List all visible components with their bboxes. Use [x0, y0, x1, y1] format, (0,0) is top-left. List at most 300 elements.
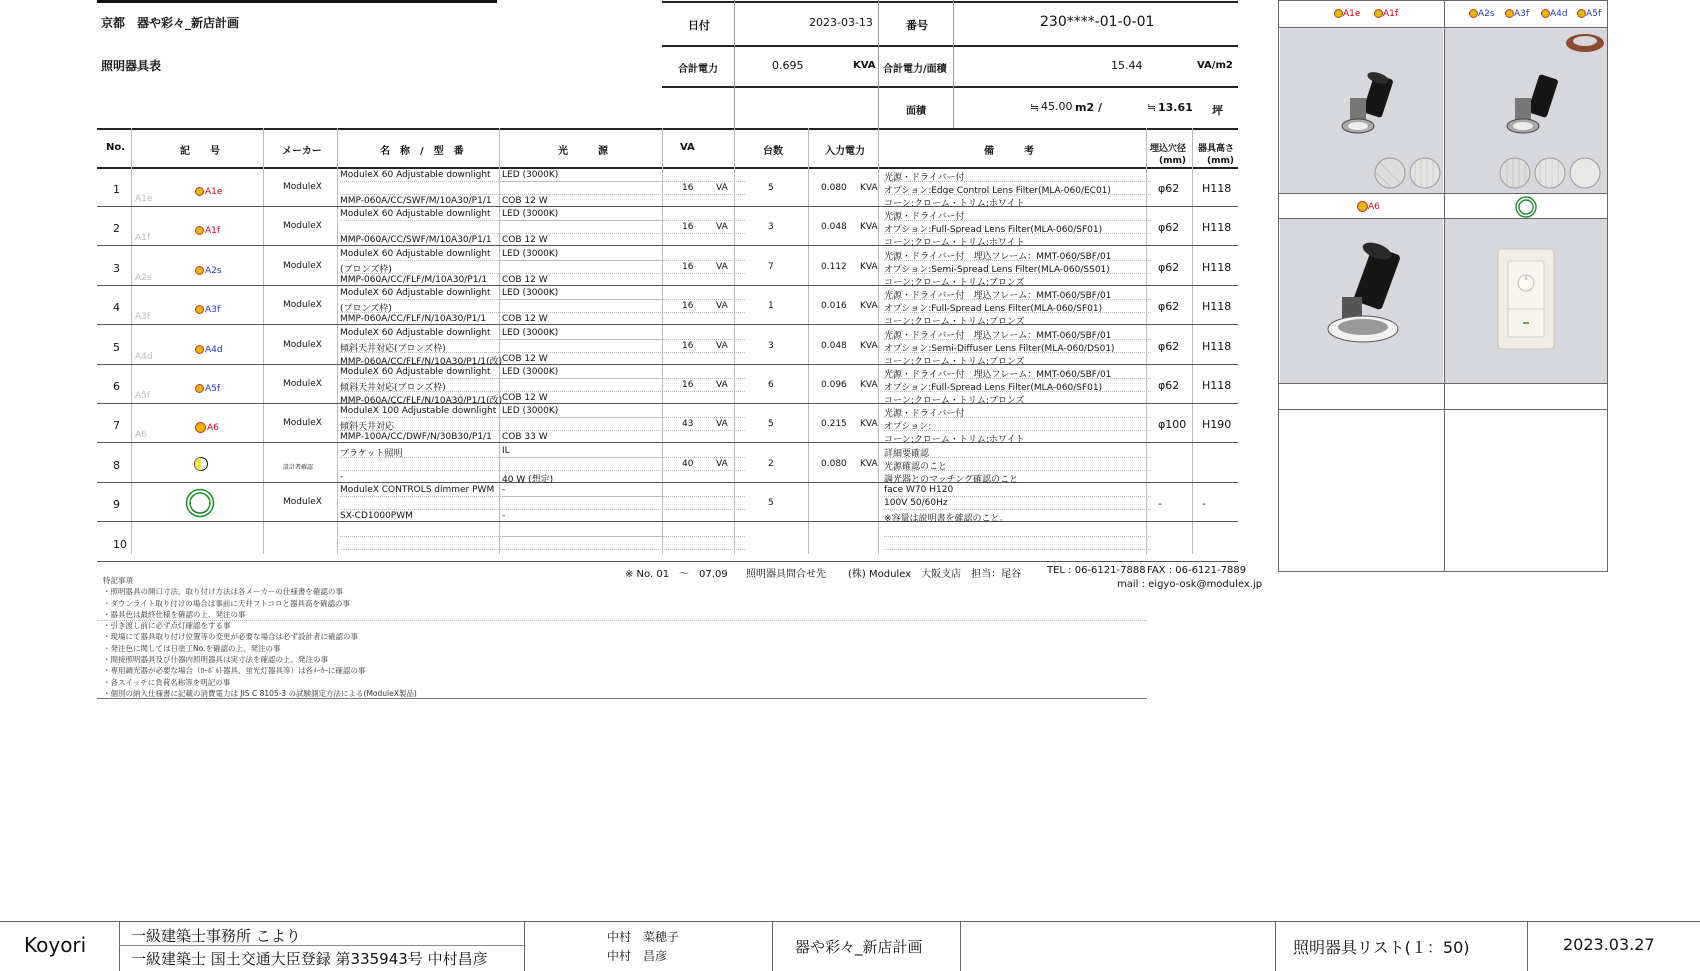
- row-va-unit: VA: [716, 459, 728, 469]
- row-va: 16: [682, 183, 694, 193]
- row-name-line3: MMP-060A/CC/SWF/M/10A30/P1/1: [340, 235, 492, 245]
- row-va: 16: [682, 262, 694, 272]
- row-name-line2: (ブロンズ枠): [340, 304, 392, 314]
- row-name-line1: ModuleX 60 Adjustable downlight: [340, 328, 491, 338]
- row-guide-line: [884, 391, 1151, 392]
- col-va: VA: [680, 142, 695, 153]
- col-input-power: 入力電力: [825, 146, 865, 157]
- row-maker: 設計者確認: [283, 464, 314, 471]
- dimmer-image: [1445, 219, 1607, 383]
- note-item: ・照明器具の開口寸法、取り付け方法は各メーカーの仕様書を確認の事: [103, 587, 343, 597]
- col-maker: メーカー: [282, 146, 322, 157]
- row-symbol: [195, 220, 220, 239]
- row-maker: ModuleX: [283, 497, 322, 507]
- row-qty: 5: [768, 419, 774, 429]
- row-source-line3: COB 33 W: [502, 432, 548, 442]
- row-qty: 3: [768, 341, 774, 351]
- row-guide-line: [884, 181, 1151, 182]
- row-remarks-line1: 光源・ドライバー付 埋込フレーム：MMT-060/SBF/01: [884, 291, 1112, 301]
- row-symbol-code: A1f: [205, 225, 221, 236]
- row-source-line1: LED (3000K): [502, 406, 559, 416]
- row-name-line3: -: [340, 472, 344, 482]
- row-kva-unit: KVA: [860, 183, 878, 193]
- row-remarks-line3: コーン:クローム・トリム:ブロンズ: [884, 396, 1025, 406]
- row-remarks-line2: オプション:Semi-Diffuser Lens Filter(MLA-060/DS01): [884, 344, 1115, 354]
- row-va: 16: [682, 222, 694, 232]
- row-guide-line: [340, 352, 745, 353]
- col-cut-dia: [1150, 143, 1186, 167]
- row-source-line3: COB 12 W: [502, 235, 548, 245]
- row-guide-line: [340, 312, 745, 313]
- header-divider: [734, 0, 735, 128]
- inquiry-tel: TEL : 06-6121-7888: [1047, 565, 1146, 576]
- row-guide-line: [884, 299, 1151, 300]
- row-kva: 0.096: [821, 380, 847, 390]
- fixture-image-panel: [1278, 0, 1608, 572]
- row-height: H190: [1202, 418, 1232, 431]
- downlight-bronze-icon: [1445, 28, 1607, 193]
- row-source-line3: COB 12 W: [502, 393, 548, 403]
- note-item: ・発注色に関しては日塗工No.を確認の上、発注の事: [103, 643, 281, 653]
- col-height-label: 器具高さ: [1198, 144, 1235, 154]
- col-no: No.: [106, 142, 126, 153]
- downlight-large-icon: [1280, 219, 1443, 383]
- inquiry-company: (株) Modulex 大阪支店 担当：尾谷: [848, 569, 1022, 580]
- row-symbol-code: A6: [207, 422, 219, 433]
- row-cut-dia: φ62: [1158, 300, 1180, 313]
- row-maker: ModuleX: [283, 340, 322, 350]
- row-source-line1: LED (3000K): [502, 170, 559, 180]
- fixture-symbol-icon: [195, 345, 204, 354]
- downlight-100-image: [1280, 219, 1443, 383]
- row-guide-line: [502, 220, 664, 221]
- row-no: 2: [113, 222, 120, 235]
- row-remarks-line3: コーン:クローム・トリム:ホワイト: [884, 199, 1025, 209]
- row-kva-unit: KVA: [860, 419, 878, 429]
- row-kva-unit: KVA: [860, 459, 878, 469]
- row-guide-line: [502, 339, 664, 340]
- row-kva-unit: KVA: [860, 301, 878, 311]
- brand-logo: Koyori: [24, 933, 87, 957]
- note-item: ・現場にて器具取り付け位置等の変更が必要な場合は必ず設計者に確認の事: [103, 632, 358, 642]
- row-source-line3: COB 12 W: [502, 196, 548, 206]
- row-guide-line: [884, 549, 1151, 550]
- row-guide-line: [340, 194, 745, 195]
- note-item: ・ダウンライト取り付けの場合は事前に天井フトコロと器具高を確認の事: [103, 598, 350, 608]
- row-guide-line: [884, 536, 1151, 537]
- table-row: [97, 483, 1238, 522]
- row-source-line3: COB 12 W: [502, 275, 548, 285]
- fixture-symbol-icon: [195, 266, 204, 275]
- row-remarks-line1: face W70 H120: [884, 485, 954, 495]
- row-name-line1: ブラケット照明: [340, 449, 403, 459]
- dimmer-symbol-icon: [185, 488, 215, 522]
- row-name-line2: 傾斜天井対応: [340, 422, 395, 432]
- row-symbol-code: A4d: [205, 344, 223, 355]
- row-name-line2: 傾斜天井対応(ブロンズ枠): [340, 344, 446, 354]
- row-va-unit: VA: [716, 419, 728, 429]
- row-name-line3: MMP-060A/CC/FLF/N/10A30/P1/1: [340, 314, 487, 324]
- inquiry-mail: mail : eigyo-osk@modulex.jp: [1117, 579, 1263, 590]
- row-source-line1: LED (3000K): [502, 288, 559, 298]
- row-va: 40: [682, 459, 694, 469]
- notes-list: [103, 586, 417, 699]
- tb-divider: [960, 921, 961, 971]
- downlight-icon: [1280, 28, 1443, 193]
- row-name-line3: MMP-100A/CC/DWF/N/30B30/P1/1: [340, 432, 492, 442]
- row-va-unit: VA: [716, 262, 728, 272]
- notes-title: 特記事項: [103, 576, 133, 585]
- row-source-line3: 40 W (想定): [502, 475, 554, 485]
- row-source-line1: LED (3000K): [502, 367, 559, 377]
- row-va-unit: VA: [716, 183, 728, 193]
- row-name-line2: 傾斜天井対応(ブロンズ枠): [340, 383, 446, 393]
- row-qty: 2: [768, 459, 774, 469]
- row-name-line1: ModuleX 60 Adjustable downlight: [340, 249, 491, 259]
- row-guide-line: [884, 233, 1151, 234]
- fixture-symbol-icon: [1357, 201, 1368, 212]
- row-symbol-sub: A6: [135, 430, 147, 440]
- note-item: ・専用調光器が必要な場合（ﾛｰﾎﾞﾙﾄ器具、蛍光灯器具等）は各ﾒｰｶｰに確認の事: [103, 666, 366, 676]
- row-guide-line: [502, 260, 664, 261]
- row-remarks-line3: コーン:クローム・トリム:ブロンズ: [884, 278, 1025, 288]
- row-symbol-code: A1e: [205, 186, 223, 197]
- row-maker: ModuleX: [283, 300, 322, 310]
- fixture-symbol-icon: [195, 422, 206, 433]
- row-guide-line: [502, 536, 664, 537]
- row-guide-line: [884, 194, 1151, 195]
- total-power-value: 0.695: [772, 59, 804, 72]
- row-symbol: [195, 417, 219, 436]
- panel-label-a1e: A1e: [1334, 9, 1360, 19]
- row-qty: 3: [768, 222, 774, 232]
- table-row: [97, 286, 1238, 325]
- area-m2-unit: m2 /: [1075, 101, 1102, 114]
- table-row: [97, 444, 1238, 483]
- row-remarks-line1: 詳細要確認: [884, 449, 930, 459]
- col-symbol: 記 号: [180, 146, 220, 157]
- row-cut-dia: φ62: [1158, 261, 1180, 274]
- header-rule-2: [662, 86, 1238, 88]
- dimmer-symbol-icon: [1515, 196, 1537, 218]
- row-guide-line: [884, 312, 1151, 313]
- date-label: 日付: [688, 19, 710, 32]
- row-guide-line: [884, 378, 1151, 379]
- row-remarks-line3: コーン:クローム・トリム:ホワイト: [884, 435, 1025, 445]
- row-guide-line: [502, 417, 664, 418]
- row-height: H118: [1202, 182, 1232, 195]
- row-kva: 0.048: [821, 341, 847, 351]
- row-name-line1: ModuleX 100 Adjustable downlight: [340, 406, 497, 416]
- row-cut-dia: -: [1158, 497, 1162, 510]
- tb-project-name: 器や彩々_新店計画: [795, 938, 923, 956]
- row-remarks-line2: オプション:: [884, 422, 932, 432]
- row-guide-line: [340, 430, 745, 431]
- row-source-line1: LED (3000K): [502, 249, 559, 259]
- row-guide-line: [502, 378, 664, 379]
- row-va: 43: [682, 419, 694, 429]
- row-source-line1: -: [502, 485, 506, 495]
- tb-date: 2023.03.27: [1563, 935, 1655, 954]
- row-symbol-sub: A5f: [135, 391, 151, 401]
- row-kva-unit: KVA: [860, 341, 878, 351]
- row-remarks-line2: 光源確認のこと: [884, 462, 948, 472]
- row-guide-line: [884, 417, 1151, 418]
- dimmer-switch-icon: [1445, 219, 1607, 383]
- row-name-line3: MMP-060A/CC/FLF/N/10A30/P1/1(改): [340, 396, 503, 406]
- office-registration: 一級建築士 国土交通大臣登録 第335943号 中村昌彦: [131, 950, 488, 968]
- fixture-symbol-icon: [1334, 9, 1343, 18]
- area-tsubo-unit: 坪: [1212, 104, 1223, 117]
- row-no: 3: [113, 262, 120, 275]
- row-height: -: [1202, 497, 1206, 510]
- row-name-line1: ModuleX 60 Adjustable downlight: [340, 367, 491, 377]
- row-cut-dia: φ100: [1158, 418, 1187, 431]
- row-va: 16: [682, 301, 694, 311]
- row-va-unit: VA: [716, 301, 728, 311]
- inquiry-label: 照明器具問合せ先: [746, 569, 826, 580]
- row-remarks-line2: オプション:Full-Spread Lens Filter(MLA-060/SF01): [884, 304, 1103, 314]
- row-kva: 0.112: [821, 262, 847, 272]
- row-guide-line: [340, 273, 745, 274]
- header-divider: [953, 0, 954, 128]
- panel-label-a2s: A2s: [1469, 9, 1495, 19]
- col-source: 光 源: [558, 146, 608, 157]
- row-source-line3: -: [502, 511, 506, 521]
- row-kva: 0.080: [821, 459, 847, 469]
- table-row: [97, 365, 1238, 404]
- project-title: 京都 器や彩々_新店計画: [101, 16, 240, 30]
- row-remarks-line1: 光源・ドライバー付: [884, 212, 965, 222]
- power-area-value: 15.44: [1111, 59, 1143, 72]
- row-symbol-code: A5f: [205, 383, 221, 394]
- col-remarks: 備 考: [984, 146, 1034, 157]
- row-guide-line: [884, 339, 1151, 340]
- fixture-symbol-icon: [1374, 9, 1383, 18]
- row-qty: 6: [768, 380, 774, 390]
- col-count: 台数: [763, 146, 783, 157]
- row-guide-line: [884, 273, 1151, 274]
- row-guide-line: [502, 496, 664, 497]
- row-remarks-line3: コーン:クローム・トリム:ホワイト: [884, 238, 1025, 248]
- designer-1: 中村 菜穂子: [607, 930, 680, 944]
- row-guide-line: [340, 549, 745, 550]
- tb-drawing-name: 照明器具リスト(１：50): [1293, 938, 1470, 957]
- table-top-rule: [97, 128, 1238, 130]
- row-source-line1: LED (3000K): [502, 328, 559, 338]
- header-rule-1: [662, 45, 1238, 47]
- row-remarks-line1: 光源・ドライバー付: [884, 173, 965, 183]
- row-name-line3: SX-CD1000PWM: [340, 511, 413, 521]
- special-notes: [103, 575, 417, 699]
- header-divider: [878, 0, 879, 128]
- header-top-rule: [662, 1, 1238, 3]
- row-va-unit: VA: [716, 341, 728, 351]
- row-qty: 7: [768, 262, 774, 272]
- row-va: 16: [682, 341, 694, 351]
- row-remarks-line1: 光源・ドライバー付 埋込フレーム：MMT-060/SBF/01: [884, 252, 1112, 262]
- office-name: 一級建築士事務所 こより: [131, 927, 301, 945]
- row-kva-unit: KVA: [860, 380, 878, 390]
- row-source-line1: LED (3000K): [502, 209, 559, 219]
- row-no: 5: [113, 341, 120, 354]
- fixture-symbol-icon: [1577, 9, 1586, 18]
- row-name-line2: (ブロンズ枠): [340, 265, 392, 275]
- row-no: 7: [113, 419, 120, 432]
- row-guide-line: [884, 496, 1151, 497]
- row-height: H118: [1202, 379, 1232, 392]
- row-symbol-sub: A3f: [135, 312, 151, 322]
- note-item: ・各スイッチに負荷名称等を明記の事: [103, 677, 231, 687]
- col-name: 名 称 / 型 番: [380, 146, 464, 157]
- col-cut-dia-unit: (mm): [1159, 156, 1187, 166]
- row-guide-line: [884, 457, 1151, 458]
- col-height-unit: (mm): [1207, 156, 1235, 166]
- bracket-light-symbol-icon: [193, 456, 209, 476]
- row-height: H118: [1202, 261, 1232, 274]
- row-remarks-line2: オプション:Full-Spread Lens Filter(MLA-060/SF01): [884, 225, 1103, 235]
- row-kva-unit: KVA: [860, 262, 878, 272]
- downlight-60-bronze-image: [1445, 28, 1607, 193]
- table-row: [97, 247, 1238, 286]
- row-remarks-line2: オプション:Semi-Spread Lens Filter(MLA-060/SS01): [884, 265, 1110, 275]
- panel-rule: [1279, 409, 1607, 410]
- col-cut-dia-label: 埋込穴径: [1150, 144, 1187, 154]
- row-symbol-sub: A4d: [135, 352, 153, 362]
- sheet-title: 照明器具表: [101, 59, 162, 73]
- notes-bottom-rule: [97, 698, 1147, 699]
- row-name-line1: ModuleX CONTROLS dimmer PWM: [340, 485, 495, 495]
- row-guide-line: [502, 299, 664, 300]
- area-label: 面積: [906, 106, 926, 117]
- row-remarks-line2: オプション:Edge Control Lens Filter(MLA-060/EC01): [884, 186, 1111, 196]
- fixture-symbol-icon: [195, 384, 204, 393]
- row-guide-line: [340, 509, 745, 510]
- row-guide-line: [340, 391, 745, 392]
- row-source-line3: COB 12 W: [502, 314, 548, 324]
- table-row: [97, 326, 1238, 365]
- row-remarks-line2: 100V 50/60Hz: [884, 498, 948, 508]
- row-remarks-line1: 光源・ドライバー付: [884, 409, 965, 419]
- fixture-symbol-icon: [195, 187, 204, 196]
- row-remarks-line2: オプション:Full-Spread Lens Filter(MLA-060/SF01): [884, 383, 1103, 393]
- row-name-line1: ModuleX 60 Adjustable downlight: [340, 209, 491, 219]
- row-cut-dia: φ62: [1158, 221, 1180, 234]
- row-maker: ModuleX: [283, 182, 322, 192]
- row-va-unit: VA: [716, 380, 728, 390]
- row-maker: ModuleX: [283, 221, 322, 231]
- panel-label-a5f: A5f: [1577, 9, 1601, 19]
- row-symbol: [195, 339, 223, 358]
- row-kva-unit: KVA: [860, 222, 878, 232]
- row-symbol-sub: A1e: [135, 194, 153, 204]
- date-value: 2023-03-13: [809, 16, 873, 29]
- row-height: H118: [1202, 221, 1232, 234]
- table-row: [97, 404, 1238, 443]
- row-name-line3: MMP-060A/CC/FLF/N/10A30/P1/1(改): [340, 357, 503, 367]
- row-kva: 0.215: [821, 419, 847, 429]
- fixture-symbol-icon: [1505, 9, 1514, 18]
- panel-label-a3f: A3f: [1505, 9, 1529, 19]
- row-remarks-line1: 光源・ドライバー付 埋込フレーム：MMT-060/SBF/01: [884, 370, 1112, 380]
- table-row: [97, 523, 1238, 562]
- area-tsubo-value: 13.61: [1158, 101, 1193, 114]
- table-row: [97, 168, 1238, 207]
- row-qty: 5: [768, 498, 774, 508]
- row-kva: 0.080: [821, 183, 847, 193]
- row-guide-line: [884, 220, 1151, 221]
- row-symbol: [195, 378, 220, 397]
- power-area-unit: VA/m2: [1197, 60, 1233, 71]
- row-no: 10: [113, 538, 127, 551]
- note-item: ・器具色は最終仕様を確認の上、発注の事: [103, 609, 246, 619]
- inquiry-fax: FAX : 06-6121-7889: [1147, 565, 1247, 576]
- row-guide-line: [884, 352, 1151, 353]
- designer-2: 中村 昌彦: [607, 949, 668, 963]
- row-remarks-line3: ※容量は説明書を確認のこと。: [884, 514, 1009, 524]
- note-item: ・間接照明器具及び什器内照明器具は実寸法を確認の上、発注の事: [103, 655, 328, 665]
- tb-divider: [119, 921, 120, 971]
- row-guide-line: [502, 457, 664, 458]
- row-qty: 5: [768, 183, 774, 193]
- row-source-line3: COB 12 W: [502, 354, 548, 364]
- row-name-line1: ModuleX 60 Adjustable downlight: [340, 288, 491, 298]
- row-kva: 0.016: [821, 301, 847, 311]
- row-remarks-line3: 調光器とのマッチング確認のこと: [884, 475, 1019, 485]
- row-remarks-line3: コーン:クローム・トリム:ブロンズ: [884, 317, 1025, 327]
- row-no: 8: [113, 459, 120, 472]
- fixture-symbol-icon: [1541, 9, 1550, 18]
- panel-label-a6: A6: [1357, 201, 1380, 212]
- fixture-symbol-icon: [195, 226, 204, 235]
- tb-divider: [772, 921, 773, 971]
- note-item: ・引き渡し前に必ず点灯確認をする事: [103, 621, 231, 631]
- row-symbol: [195, 260, 222, 279]
- row-symbol-sub: A2s: [135, 273, 152, 283]
- row-height: H118: [1202, 340, 1232, 353]
- row-cut-dia: φ62: [1158, 340, 1180, 353]
- row-symbol: [195, 181, 222, 200]
- row-maker: ModuleX: [283, 379, 322, 389]
- title-rule: [97, 0, 497, 3]
- row-symbol-code: A2s: [205, 265, 222, 276]
- row-no: 4: [113, 301, 120, 314]
- row-no: 6: [113, 380, 120, 393]
- row-va: 16: [682, 380, 694, 390]
- tb-divider: [1275, 921, 1276, 971]
- row-kva: 0.048: [821, 222, 847, 232]
- row-guide-line: [340, 470, 745, 471]
- panel-rule: [1279, 193, 1607, 194]
- row-maker: ModuleX: [283, 261, 322, 271]
- row-guide-line: [502, 181, 664, 182]
- row-cut-dia: φ62: [1158, 379, 1180, 392]
- total-power-unit: KVA: [853, 60, 876, 71]
- col-height: [1198, 143, 1234, 167]
- tb-divider: [1527, 921, 1528, 971]
- row-guide-line: [884, 260, 1151, 261]
- table-row: [97, 207, 1238, 246]
- number-value: 230****-01-0-01: [1040, 14, 1155, 30]
- row-no: 1: [113, 183, 120, 196]
- row-guide-line: [884, 470, 1151, 471]
- panel-rule: [1279, 383, 1607, 384]
- row-height: H118: [1202, 300, 1232, 313]
- row-no: 9: [113, 498, 120, 511]
- row-guide-line: [884, 430, 1151, 431]
- row-symbol-code: A3f: [205, 304, 221, 315]
- area-tsubo-prefix: ≒: [1147, 101, 1157, 114]
